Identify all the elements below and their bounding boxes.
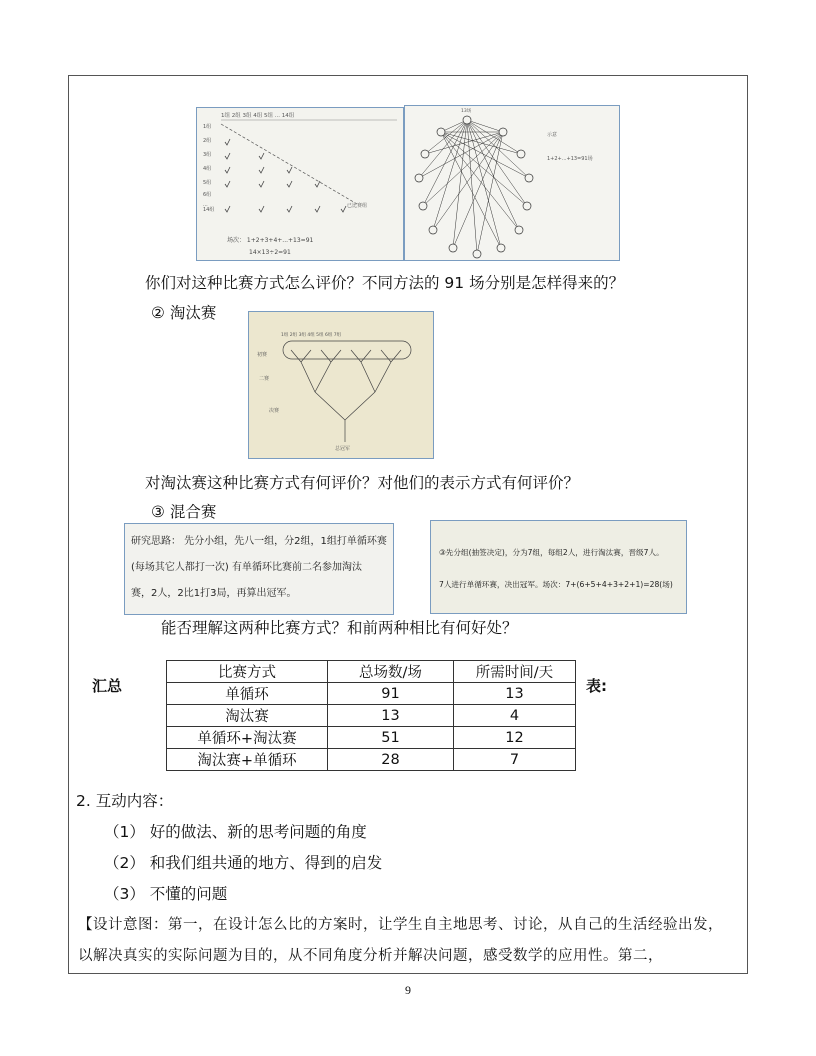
table-cell: 4 (454, 705, 576, 727)
table-cell: 13 (454, 683, 576, 705)
photo-table-row: 1组 (203, 124, 212, 130)
mixed-plan-photo-2 (430, 520, 687, 614)
summary-label-left: 汇总 (92, 677, 123, 695)
table-cell: 13 (328, 705, 454, 727)
photo-knockout-label: 决赛 (269, 408, 280, 414)
photo-table-row: ... (203, 202, 208, 208)
knockout-bracket-photo (248, 311, 434, 459)
photo-knockout-label: 二赛 (259, 376, 270, 382)
photo-knockout-label: 初赛 (257, 352, 268, 358)
mixed-plan-photo-1 (124, 523, 394, 615)
table-header-cell: 总场数/场 (328, 661, 454, 683)
photo-table-row: 6组 (203, 192, 212, 198)
table-cell: 淘汰赛+单循环 (167, 749, 328, 771)
photo-table-formula: 场次： 1+2+3+4+...+13=91 (227, 237, 314, 244)
photo-knockout-row: 1组 2组 3组 4组 5组 6组 7组 (281, 333, 342, 338)
photo-table-note: 已比赛组 (347, 203, 368, 209)
interaction-item: （1） 好的做法、新的思考问题的角度 (104, 823, 367, 841)
photo-circle-top: 13场 (461, 109, 472, 114)
photo-mixed1-line: 研究思路： 先分小组，先八一组，分2组，1组打单循环赛 (131, 536, 387, 547)
table-header-cell: 比赛方式 (167, 661, 328, 683)
photo-table-row: 3组 (203, 152, 212, 158)
table-cell: 91 (328, 683, 454, 705)
photo-mixed2-line: ③先分组(抽签决定)，分为7组，每组2人，进行淘汰赛，晋级7人。 (439, 548, 664, 557)
photo-circle-side: 示意 (547, 132, 558, 138)
photo-mixed1-line: (每场其它人都打一次) 有单循环比赛前二名参加淘汰 (131, 562, 362, 573)
table-cell: 12 (454, 727, 576, 749)
interaction-title: 2. 互动内容： (76, 792, 174, 810)
table-cell: 淘汰赛 (167, 705, 328, 727)
round-robin-circle-photo (404, 105, 620, 261)
photo-table-row: 5组 (203, 180, 212, 186)
photo-table-row: 2组 (203, 138, 212, 144)
table-cell: 51 (328, 727, 454, 749)
page-number: 9 (405, 983, 411, 997)
photo-table-row: 4组 (203, 166, 212, 172)
table-cell: 单循环+淘汰赛 (167, 727, 328, 749)
table-header-row (167, 661, 576, 683)
photo-mixed1-line: 赛，2人，2比1打3局，再算出冠军。 (131, 588, 297, 599)
mixed-heading: ③ 混合赛 (151, 503, 217, 521)
mixed-question: 能否理解这两种比赛方式？和前两种相比有何好处？ (161, 619, 518, 637)
photo-circle-formula: 1+2+...+13=91场 (547, 156, 593, 162)
design-intent: 【设计意图：第一，在设计怎么比的方案时，让学生自主地思考、讨论，从自己的生活经验出发，以解决真实的实际问题为目的，从不同角度分析并解决问题，感受数学的应用性。第二， (78, 917, 723, 964)
photo-table-row: 14组 (203, 207, 215, 213)
table-cell: 7 (454, 749, 576, 771)
knockout-question: 对淘汰赛这种比赛方式有何评价？对他们的表示方式有何评价？ (145, 474, 580, 492)
table-row (167, 727, 576, 749)
summary-label-right: 表: (586, 677, 607, 695)
round-robin-table-photo (196, 107, 404, 261)
table-cell: 28 (328, 749, 454, 771)
table-row (167, 749, 576, 771)
knockout-heading: ② 淘汰赛 (151, 304, 217, 322)
interaction-item: （3） 不懂的问题 (104, 885, 228, 903)
photo-mixed2-line: 7人进行单循环赛，决出冠军。场次：7+(6+5+4+3+2+1)=28(场) (439, 580, 673, 589)
photo-knockout-label: 总冠军 (335, 446, 351, 452)
table-cell: 单循环 (167, 683, 328, 705)
table-row (167, 683, 576, 705)
interaction-item: （2） 和我们组共通的地方、得到的启发 (104, 854, 383, 872)
photo-table-formula: 14×13÷2=91 (249, 249, 291, 256)
summary-table (166, 660, 576, 771)
photo-table-header: 1组 2组 3组 4组 5组 ... 14组 (221, 113, 295, 119)
table-row (167, 705, 576, 727)
table-header-cell: 所需时间/天 (454, 661, 576, 683)
round-robin-question: 你们对这种比赛方式怎么评价？不同方法的 91 场分别是怎样得来的？ (145, 274, 625, 292)
